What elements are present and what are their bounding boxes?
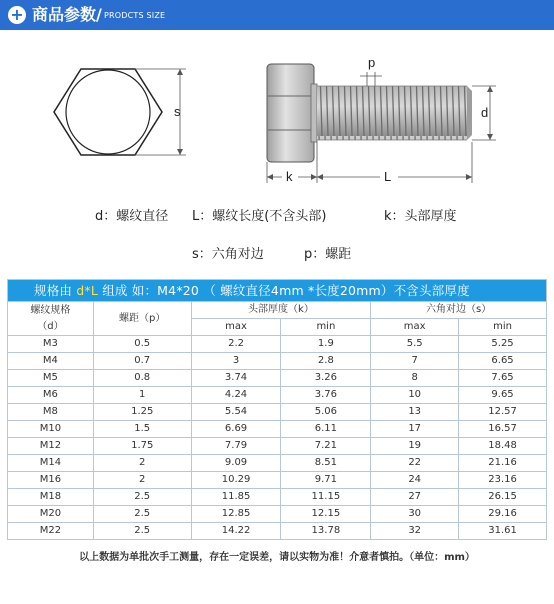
table-cell: 30 (371, 506, 459, 523)
spec-table (7, 279, 547, 540)
section-subtitle: PRODCTS SIZE (104, 11, 166, 20)
table-cell: 2.5 (93, 523, 191, 540)
table-cell: 0.7 (93, 353, 191, 370)
table-cell: 27 (371, 489, 459, 506)
table-cell: 10.29 (191, 472, 281, 489)
table-cell: 6.11 (281, 421, 371, 438)
header-hex-width: 六角对边（s） (371, 302, 547, 319)
table-row (8, 387, 547, 404)
table-cell: 12.57 (459, 404, 547, 421)
table-cell: M10 (8, 421, 94, 438)
spec-body (8, 336, 547, 540)
table-cell: 21.16 (459, 455, 547, 472)
legend-d: d：螺纹直径 (95, 209, 169, 224)
table-cell: 3.76 (281, 387, 371, 404)
plus-icon: + (8, 6, 26, 24)
table-cell: M18 (8, 489, 94, 506)
table-cell: 4.24 (191, 387, 281, 404)
footnote: 以上数据为单批次手工测量，存在一定误差，请以实物为准！介意者慎拍。（单位：mm） (79, 552, 475, 563)
table-cell: 7.65 (459, 370, 547, 387)
table-row (8, 472, 547, 489)
header-pitch: 螺距（p） (93, 302, 191, 336)
label-s: s (174, 104, 181, 119)
table-cell: M22 (8, 523, 94, 540)
header-k-min: min (281, 319, 371, 336)
table-cell: 7 (371, 353, 459, 370)
table-cell: 9.65 (459, 387, 547, 404)
table-cell: 6.69 (191, 421, 281, 438)
table-row (8, 353, 547, 370)
table-row (8, 370, 547, 387)
table-header-row (8, 302, 547, 319)
table-cell: 1 (93, 387, 191, 404)
table-row (8, 455, 547, 472)
table-row (8, 489, 547, 506)
table-cell: 11.15 (281, 489, 371, 506)
table-cell: 2.5 (93, 489, 191, 506)
legend-p: p：螺距 (304, 247, 352, 262)
table-cell: M5 (8, 370, 94, 387)
table-cell: 22 (371, 455, 459, 472)
banner-text: 规格由 d*L 组成 如：M4*20 （ 螺纹直径4mm *长度20mm）不含头部厚度 (8, 280, 547, 302)
table-cell: 16.57 (459, 421, 547, 438)
label-d: d (481, 105, 489, 120)
section-header (0, 0, 554, 30)
table-cell: M20 (8, 506, 94, 523)
table-cell: M12 (8, 438, 94, 455)
table-cell: 24 (371, 472, 459, 489)
table-cell: 0.8 (93, 370, 191, 387)
table-cell: M4 (8, 353, 94, 370)
label-L: L (384, 169, 392, 184)
table-cell: 8 (371, 370, 459, 387)
table-cell: 1.25 (93, 404, 191, 421)
table-cell: 13 (371, 404, 459, 421)
table-row (8, 438, 547, 455)
table-row (8, 523, 547, 540)
table-cell: 3.74 (191, 370, 281, 387)
table-cell: 5.54 (191, 404, 281, 421)
table-cell: 14.22 (191, 523, 281, 540)
header-head-thickness: 头部厚度（k） (191, 302, 371, 319)
table-cell: 2.2 (191, 336, 281, 353)
table-cell: 8.51 (281, 455, 371, 472)
table-cell: 2 (93, 455, 191, 472)
label-p: p (368, 55, 376, 70)
legend-s: s：六角对边 (192, 247, 264, 262)
table-cell: 12.85 (191, 506, 281, 523)
table-cell: M8 (8, 404, 94, 421)
table-cell: 1.9 (281, 336, 371, 353)
table-cell: 32 (371, 523, 459, 540)
header-spec: 螺纹规格 （d） (8, 302, 94, 336)
table-cell: 3 (191, 353, 281, 370)
table-cell: 7.79 (191, 438, 281, 455)
table-cell: 23.16 (459, 472, 547, 489)
table-cell: 9.71 (281, 472, 371, 489)
table-cell: 5.5 (371, 336, 459, 353)
table-cell: 13.78 (281, 523, 371, 540)
table-cell: 3.26 (281, 370, 371, 387)
section-title: 商品参数/ (32, 5, 102, 24)
table-cell: 17 (371, 421, 459, 438)
table-cell: 0.5 (93, 336, 191, 353)
label-k: k (286, 169, 293, 184)
table-cell: 6.65 (459, 353, 547, 370)
table-cell: 1.75 (93, 438, 191, 455)
table-row (8, 336, 547, 353)
table-cell: 31.61 (459, 523, 547, 540)
table-cell: 29.16 (459, 506, 547, 523)
banner-highlight: d*L (76, 282, 99, 298)
legend-k: k：头部厚度 (384, 209, 457, 224)
table-cell: 2.8 (281, 353, 371, 370)
table-cell: M6 (8, 387, 94, 404)
bolt-side-view (267, 64, 496, 183)
table-cell: 7.21 (281, 438, 371, 455)
spec-banner (8, 280, 547, 302)
table-cell: M16 (8, 472, 94, 489)
table-cell: M3 (8, 336, 94, 353)
table-cell: 11.85 (191, 489, 281, 506)
table-cell: M14 (8, 455, 94, 472)
table-cell: 10 (371, 387, 459, 404)
table-cell: 26.15 (459, 489, 547, 506)
header-s-max: max (371, 319, 459, 336)
table-cell: 1.5 (93, 421, 191, 438)
table-row (8, 404, 547, 421)
table-cell: 19 (371, 438, 459, 455)
table-row (8, 421, 547, 438)
table-row (8, 506, 547, 523)
table-cell: 5.06 (281, 404, 371, 421)
table-cell: 18.48 (459, 438, 547, 455)
legend-L: L：螺纹长度(不含头部) (192, 209, 327, 224)
hex-end-view (54, 69, 186, 155)
header-s-min: min (459, 319, 547, 336)
bolt-diagram (0, 36, 554, 196)
table-cell: 2 (93, 472, 191, 489)
table-cell: 12.15 (281, 506, 371, 523)
table-cell: 2.5 (93, 506, 191, 523)
header-k-max: max (191, 319, 281, 336)
table-cell: 9.09 (191, 455, 281, 472)
table-cell: 5.25 (459, 336, 547, 353)
